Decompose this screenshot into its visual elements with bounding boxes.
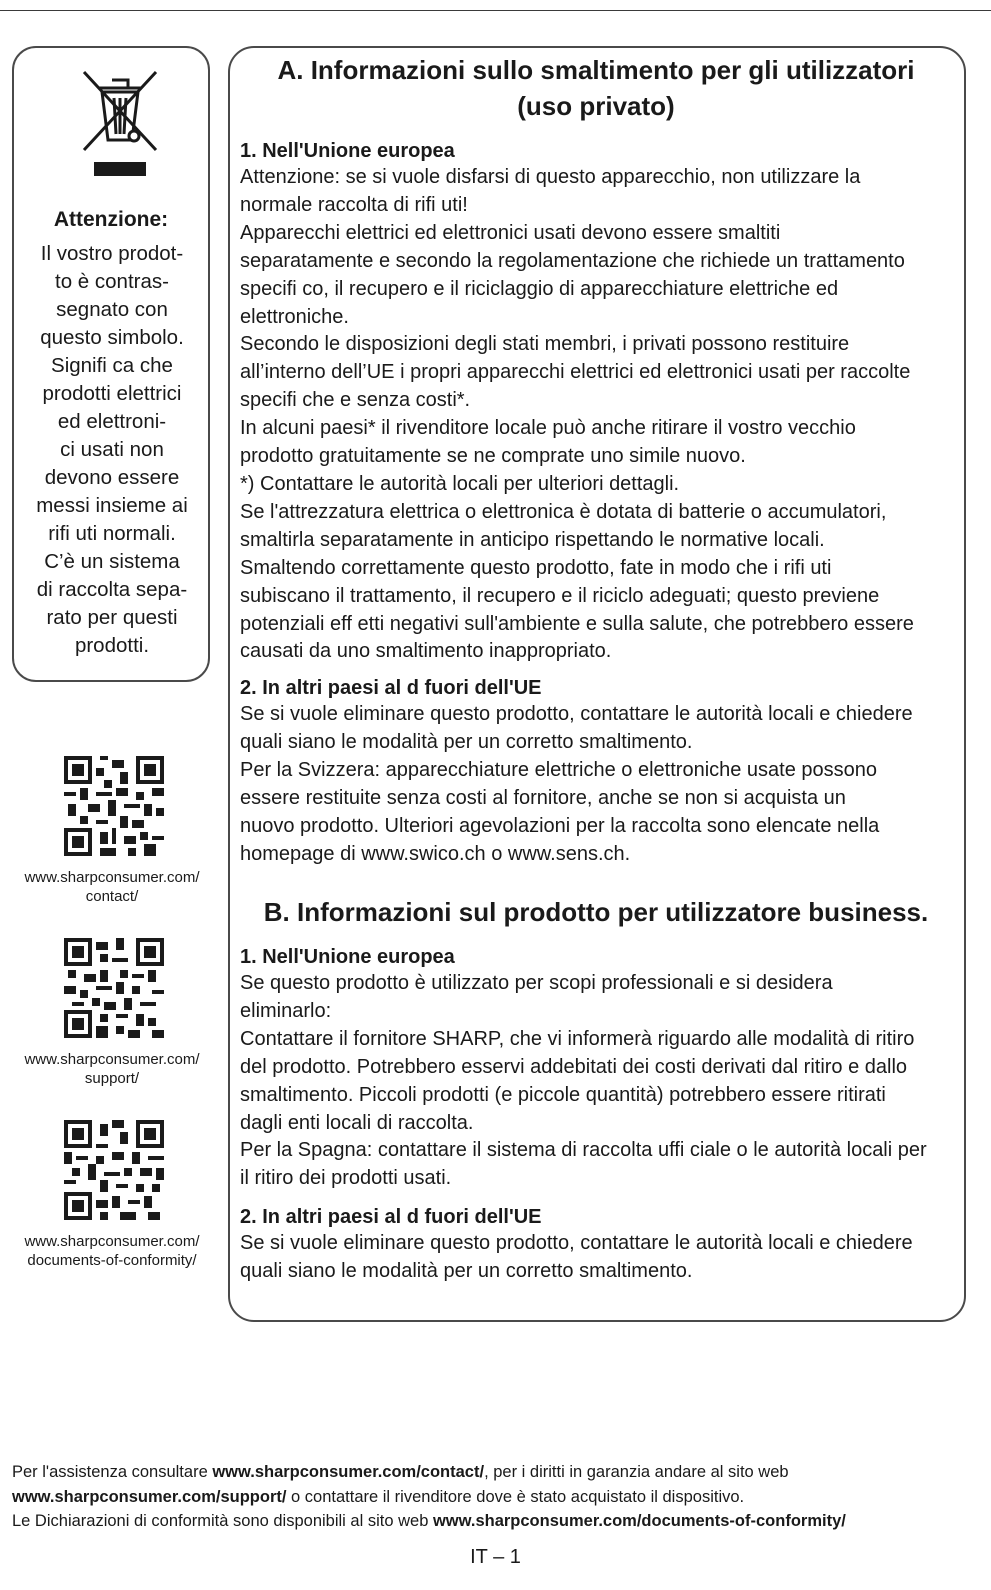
section-a-para1: Attenzione: se si vuole disfarsi di questo apparecchio, non utilizzare la normale raccolta di rifi uti! Apparecchi elettrici ed elettronici usati devono essere smaltiti separatamente e secondo la regolamentazione che richiede un trattamento specifi co, il recupero e il riciclaggio di apparecchiature elettriche ed elettroniche. Secondo le disposizioni degli stati membri, i privati possono restituire all’interno dell’UE i propri apparecchi elettrici ed elettronici usati per raccolte specifi che e senza costi*. In alcuni paesi* il rivenditore locale può anche ritirare il vostro vecchio prodotto gratuitamente se ne comprate uno simile nuovo. *) Contattare le autorità locali per ulteriori dettagli. Se l'attrezzatura elettrica o elettronica è dotata di batterie o accumulatori, smaltirla separatamente in anticipo rispettando le normative locali. Smaltendo correttamente questo prodotto, fate in modo che i rifi uti subiscano il trattamento, il recupero e il riciclo adeguati; questo previene potenziali eff etti negativi sull'ambiente e sulla salute, che potrebbero essere causati da uno smaltimento inappropriato. (240, 166, 914, 663)
footer-line-1-text: Per l'assistenza consultare (12, 1463, 213, 1481)
footer-line-2-text: o contattare il rivenditore dove è stato acquistato il dispositivo. (286, 1487, 745, 1506)
qr-code-conformity-icon (64, 1120, 164, 1220)
footer-line-1-text-end: , per i diritti in garanzia andare al sito web (484, 1463, 789, 1481)
footer-line-2 (12, 1485, 982, 1510)
section-a-sub2: 2. In altri paesi al d fuori dell'UE (240, 677, 542, 699)
section-b-sub1: 1. Nell'Unione europea (240, 946, 455, 968)
top-rule (0, 10, 991, 11)
footer-contact-link[interactable]: www.sharpconsumer.com/contact/ (212, 1463, 485, 1481)
footer-conformity-link[interactable]: www.sharpconsumer.com/documents-of-conformity/ (432, 1512, 846, 1530)
section-a-title: A. Informazioni sullo smaltimento per gli utilizzatori (uso privato) (277, 55, 915, 121)
footer-line-1 (12, 1460, 982, 1485)
footer-text (12, 1460, 982, 1534)
footer-support-link[interactable]: www.sharpconsumer.com/support/ (12, 1487, 287, 1506)
crossed-out-bin-icon (80, 66, 160, 180)
qr-code-support-icon (64, 938, 164, 1038)
attention-box (12, 46, 210, 682)
page-number: IT – 1 (470, 1546, 521, 1568)
qr-url-conformity[interactable]: www.sharpconsumer.com/ documents-of-conformity/ (24, 1233, 200, 1269)
section-a-para2: Se si vuole eliminare questo prodotto, contattare le autorità locali e chiedere quali siano le modalità per un corretto smaltimento. Per la Svizzera: apparecchiature elettriche o elettroniche usate possono essere restituite senza costi al fornitore, anche se non si acquista un nuovo prodotto. Ulteriori agevolazioni per la raccolta sono elencate nella homepage di www.swico.ch o www.sens.ch. (240, 703, 913, 865)
qr-code-contact-icon (64, 756, 164, 856)
footer-line-3 (12, 1509, 982, 1534)
section-b-title: B. Informazioni sul prodotto per utilizzatore business. (263, 897, 929, 927)
footer-line-3-text: Le Dichiarazioni di conformità sono disponibili al sito web (12, 1512, 433, 1530)
section-b-sub2: 2. In altri paesi al d fuori dell'UE (240, 1206, 542, 1228)
attention-title: Attenzione: (53, 208, 169, 231)
qr-url-contact[interactable]: www.sharpconsumer.com/ contact/ (24, 869, 200, 905)
section-b-para2: Se si vuole eliminare questo prodotto, contattare le autorità locali e chiedere quali siano le modalità per un corretto smaltimento. (240, 1232, 913, 1282)
section-b-para1: Se questo prodotto è utilizzato per scopi professionali e si desidera eliminarlo: Contattare il fornitore SHARP, che vi informerà riguardo alle modalità di ritiro del prodotto. Potrebbero esservi addebitati dei costi derivati dal ritiro e dallo smaltimento. Piccoli prodotti (e piccole quantità) potrebbero essere ritirati dagli enti locali di raccolta. Per la Spagna: contattare il sistema di raccolta uffi ciale o le autorità locali per il ritiro dei prodotti usati. (240, 972, 927, 1190)
section-a-sub1: 1. Nell'Unione europea (240, 140, 455, 162)
qr-url-support[interactable]: www.sharpconsumer.com/ support/ (24, 1051, 200, 1087)
attention-text: Il vostro prodot- to è contras- segnato con questo simbolo. Signifi ca che prodotti elettrici ed elettroni- ci usati non devono essere messi insieme ai rifi uti normali. C’è un sistema di raccolta sepa- rato per questi prodotti. (36, 242, 188, 657)
